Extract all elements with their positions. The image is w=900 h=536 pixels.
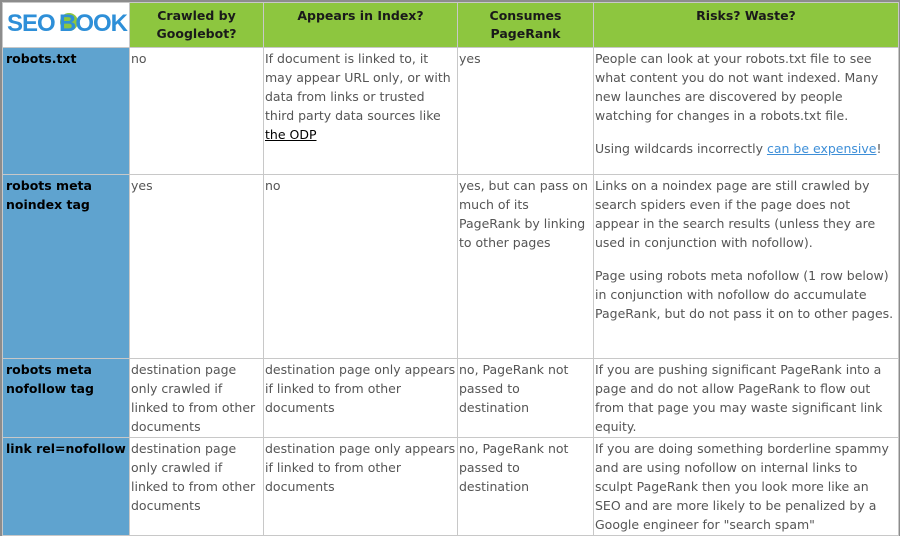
risk-paragraph (595, 139, 897, 158)
cell-pagerank: yes (458, 48, 594, 175)
header-row (3, 3, 899, 48)
logo-book-text: BOOK (59, 10, 127, 37)
cell-risks: If you are pushing significant PageRank into a page and do not allow PageRank to flow out from that page you may waste significant link equity. (594, 359, 899, 438)
header-crawled: Crawled by Googlebot? (130, 3, 264, 48)
cell-pagerank: no, PageRank not passed to destination (458, 359, 594, 438)
header-risks: Risks? Waste? (594, 3, 899, 48)
risk-paragraph: Page using robots meta nofollow (1 row below) in conjunction with nofollow do accumulate PageRank, but do not pass it on to other pages. (595, 268, 894, 321)
expensive-link[interactable]: can be expensive (766, 141, 877, 156)
row-label: link rel=nofollow (3, 438, 130, 536)
cell-index: destination page only appears if linked to from other documents (264, 438, 458, 536)
cell-index: destination page only appears if linked to from other documents (264, 359, 458, 438)
odp-link[interactable]: the ODP (265, 127, 317, 142)
cell-crawled: yes (130, 175, 264, 359)
risk-text: Using wildcards incorrectly (595, 141, 767, 156)
cell-pagerank: no, PageRank not passed to destination (458, 438, 594, 536)
risk-text: ! (876, 141, 882, 156)
logo-seo-text: SEO (7, 10, 55, 37)
cell-crawled: no (130, 48, 264, 175)
row-label: robots meta noindex tag (3, 175, 130, 359)
risk-paragraph: People can look at your robots.txt file to see what content you do not want indexed. Many new launches are discovered by people watching for changes in a robots.txt file. (595, 51, 879, 123)
table-row (3, 438, 899, 536)
cell-index: no (264, 175, 458, 359)
logo-cell (3, 3, 130, 48)
comparison-table (2, 2, 899, 536)
header-index: Appears in Index? (264, 3, 458, 48)
row-label: robots meta nofollow tag (3, 359, 130, 438)
row-label: robots.txt (3, 48, 130, 175)
cell-pagerank: yes, but can pass on much of its PageRank by linking to other pages (458, 175, 594, 359)
cell-risks (594, 48, 899, 175)
index-text: If document is linked to, it may appear URL only, or with data from links or trusted third party data sources like (265, 51, 451, 123)
cell-risks: If you are doing something borderline spammy and are using nofollow on internal links to sculpt PageRank then you look more like an SEO and are more likely to be penalized by a Google engineer for "search spam" (594, 438, 899, 536)
table-row (3, 359, 899, 438)
cell-risks (594, 175, 899, 359)
cell-crawled: destination page only crawled if linked to from other documents (130, 438, 264, 536)
cell-crawled: destination page only crawled if linked to from other documents (130, 359, 264, 438)
cell-index (264, 48, 458, 175)
header-pagerank: Consumes PageRank (458, 3, 594, 48)
risk-paragraph: Links on a noindex page are still crawled by search spiders even if the page does not appear in the search results (unless they are used in conjunction with nofollow). (595, 178, 876, 250)
table-row (3, 175, 899, 359)
table-row (3, 48, 899, 175)
seobook-logo[interactable] (7, 7, 127, 37)
